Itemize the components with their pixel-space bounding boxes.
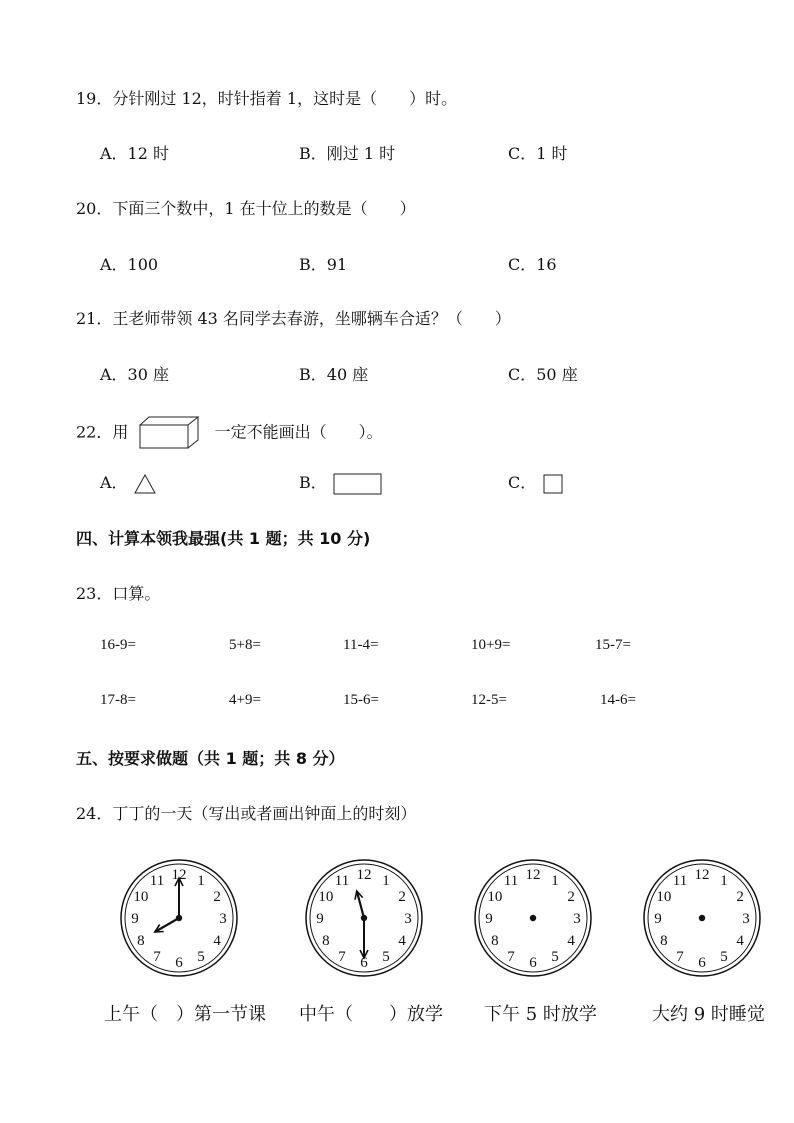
clock-number: 4 (736, 933, 744, 949)
question-20-stem: 20．下面三个数中，1 在十位上的数是（ ） (76, 199, 416, 218)
clock-number: 4 (567, 933, 575, 949)
clock-number: 2 (736, 889, 744, 905)
calc-item: 5+8= (229, 637, 261, 653)
clock-number: 10 (133, 889, 149, 905)
question-20-option-c[interactable]: C．16 (508, 255, 557, 274)
question-22-option-b[interactable]: B． (299, 470, 384, 496)
clock-number: 6 (360, 955, 368, 971)
calc-item: 16-9= (100, 637, 136, 653)
clock-number: 3 (573, 911, 581, 927)
calc-item: 12-5= (471, 692, 507, 708)
clock-number: 9 (131, 911, 139, 927)
clock-number: 7 (338, 949, 346, 966)
clock-center-dot (699, 915, 705, 921)
question-19-stem: 19．分针刚过 12，时针指着 1，这时是（ ）时。 (76, 89, 458, 108)
clock-face-2 (301, 855, 427, 981)
clock-center-dot (176, 915, 182, 921)
clock-center-dot (361, 915, 367, 921)
clock-number: 8 (322, 933, 330, 949)
clock-number: 11 (672, 872, 688, 889)
clock-number: 2 (213, 889, 221, 905)
clock-caption-1: 上午（ ）第一节课 (104, 1004, 266, 1025)
question-21-option-b[interactable]: B．40 座 (299, 365, 369, 384)
clock-face-3 (470, 855, 596, 981)
clock-number: 3 (404, 911, 412, 927)
clock-number: 11 (149, 872, 165, 889)
question-21-option-a[interactable]: A．30 座 (100, 365, 170, 384)
clock-number: 7 (507, 949, 515, 966)
question-23-stem: 23．口算。 (76, 584, 161, 603)
clock-number: 4 (213, 933, 221, 949)
clock-caption-2: 中午（ ）放学 (299, 1004, 443, 1025)
clock-number: 2 (567, 889, 575, 905)
question-24-stem: 24．丁丁的一天（写出或者画出钟面上的时刻） (76, 804, 417, 823)
clock-caption-3: 下午 5 时放学 (484, 1004, 597, 1025)
clock-number: 9 (654, 911, 662, 927)
clock-number: 10 (656, 889, 672, 905)
calc-item: 10+9= (471, 637, 511, 653)
calc-item: 4+9= (229, 692, 261, 708)
clock-number: 1 (382, 872, 390, 889)
cuboid-icon (139, 416, 201, 450)
question-21-stem: 21．王老师带领 43 名同学去春游，坐哪辆车合适？（ ） (76, 309, 511, 328)
clock-number: 8 (137, 933, 145, 949)
clock-number: 4 (398, 933, 406, 949)
question-22-suffix: 一定不能画出（ ）。 (214, 422, 383, 442)
calc-item: 15-7= (595, 637, 631, 653)
clock-number: 1 (720, 872, 728, 889)
clock-number: 3 (219, 911, 227, 927)
clock-number: 7 (676, 949, 684, 966)
calc-item: 11-4= (343, 637, 379, 653)
clock-number: 1 (197, 872, 205, 889)
clock-number: 9 (316, 911, 324, 927)
square-icon (541, 473, 565, 495)
clock-number: 12 (171, 867, 187, 883)
question-19-option-b[interactable]: B．刚过 1 时 (299, 144, 396, 163)
clock-number: 11 (334, 872, 350, 889)
clock-number: 7 (153, 949, 161, 966)
clock-number: 12 (525, 867, 541, 883)
clock-number: 3 (742, 911, 750, 927)
calc-item: 17-8= (100, 692, 136, 708)
question-22-option-a[interactable]: A． (100, 470, 157, 495)
clock-face-1 (116, 855, 242, 981)
clock-number: 8 (660, 933, 668, 949)
calc-item: 14-6= (600, 692, 636, 708)
section-5-heading: 五、按要求做题（共 1 题；共 8 分） (76, 749, 345, 768)
question-22-prefix: 22．用 (76, 422, 129, 442)
clock-number: 12 (356, 867, 372, 883)
triangle-icon (133, 473, 157, 495)
clock-number: 6 (175, 955, 183, 971)
calc-item: 15-6= (343, 692, 379, 708)
clock-center-dot (530, 915, 536, 921)
section-4-heading: 四、计算本领我最强(共 1 题；共 10 分) (76, 529, 371, 548)
clock-number: 6 (529, 955, 537, 971)
clock-number: 5 (197, 949, 205, 966)
clock-number: 9 (485, 911, 493, 927)
clock-caption-4: 大约 9 时睡觉 (652, 1004, 765, 1025)
question-20-option-b[interactable]: B．91 (299, 255, 348, 274)
rectangle-icon (332, 472, 384, 496)
clock-number: 12 (694, 867, 710, 883)
clock-number: 5 (551, 949, 559, 966)
clock-number: 6 (698, 955, 706, 971)
question-21-option-c[interactable]: C．50 座 (508, 365, 578, 384)
question-19-option-c[interactable]: C．1 时 (508, 144, 568, 163)
clock-number: 11 (503, 872, 519, 889)
clock-number: 5 (720, 949, 728, 966)
clock-number: 2 (398, 889, 406, 905)
question-20-option-a[interactable]: A．100 (100, 255, 159, 274)
question-22-option-c[interactable]: C． (508, 470, 565, 495)
question-22-stem (76, 416, 383, 450)
clock-number: 8 (491, 933, 499, 949)
clock-number: 1 (551, 872, 559, 889)
clock-face-4 (639, 855, 765, 981)
clock-number: 5 (382, 949, 390, 966)
clock-number: 10 (318, 889, 334, 905)
question-19-option-a[interactable]: A．12 时 (100, 144, 170, 163)
clock-number: 10 (487, 889, 503, 905)
